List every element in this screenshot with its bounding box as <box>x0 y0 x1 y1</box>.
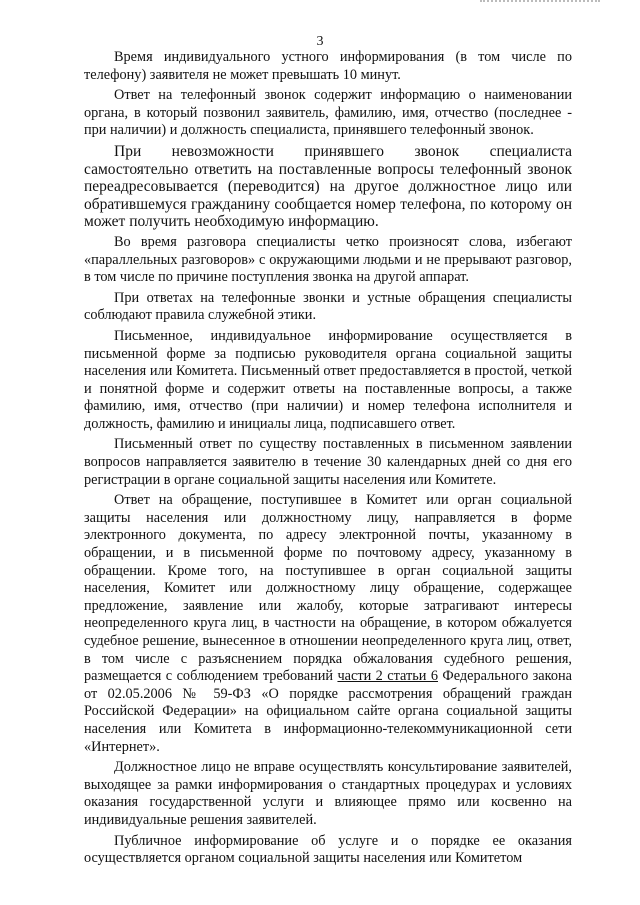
paragraph-consulting-limits: Должностное лицо не вправе осуществлять консультирование заявителей, выходящее за рамки информирования о стандартных процедурах и условиях оказания государственной услуги и влияющее прямо или косвенно на индивидуальные решения заявителей. <box>84 759 572 828</box>
paragraph-text-before-link: Ответ на обращение, поступившее в Комитет или орган социальной защиты населения или должностному лицу, направляется в форме электронного документа, по адресу электронной почты, указанному в обращении, и в письменной форме по почтовому адресу, указанному в обращении. Кроме того, на поступившее в орган социальной защиты населения, Комитет или должностному лицу обращение, содержащее предложение, заявление или жалобу, которые затрагивают интересы неопределенного круга лиц, в частности на обращение, в котором обжалуется судебное решение, вынесенное в отношении неопределенного круга лиц, ответ, в том числе с разъяснением порядка обжалования судебного решения, размещается с соблюдением требований <box>84 492 572 685</box>
paragraph-public-info: Публичное информирование об услуге и о порядке ее оказания осуществляется органом социальной защиты населения или Комитетом <box>84 832 572 867</box>
paragraph-ethics: При ответах на телефонные звонки и устные обращения специалисты соблюдают правила служебной этики. <box>84 289 572 324</box>
page-number: 3 <box>316 34 324 49</box>
paragraph-electronic-answer <box>84 492 572 756</box>
law-article-link[interactable]: части 2 статьи 6 <box>337 668 438 685</box>
paragraph-call-redirect: При невозможности принявшего звонок специалиста самостоятельно ответить на поставленные вопросы телефонный звонок переадресовывается (переводится) на другое должностное лицо или обратившемуся гражданину сообщается номер телефона, по которому он может получить необходимую информацию. <box>84 142 572 231</box>
document-body <box>84 49 572 871</box>
scan-artifact <box>480 0 600 6</box>
paragraph-text-after-link: Федерального закона от 02.05.2006 № 59-ФЗ «О порядке рассмотрения обращений граждан Российской Федерации» на официальном сайте органа социальной защиты населения или Комитета в информационно-телекоммуникационной сети «Интернет». <box>84 668 572 755</box>
paragraph-conversation-rules: Во время разговора специалисты четко произносят слова, избегают «параллельных разговоров» с окружающими людьми и не прерывают разговор, в том числе по причине поступления звонка на другой аппарат. <box>84 233 572 286</box>
paragraph-written-answer-term: Письменный ответ по существу поставленных в письменном заявлении вопросов направляется заявителю в течение 30 календарных дней со дня его регистрации в органе социальной защиты населения или Комитете. <box>84 436 572 488</box>
paragraph-call-duration: Время индивидуального устного информирования (в том числе по телефону) заявителя не может превышать 10 минут. <box>84 49 572 83</box>
paragraph-written-info: Письменное, индивидуальное информирование осуществляется в письменной форме за подписью руководителя органа социальной защиты населения или Комитета. Письменный ответ предоставляется в простой, четкой и понятной форме и содержит ответы на поставленные вопросы, а также фамилию, имя, отчество (при наличии) и номер телефона исполнителя и должность, фамилию и инициалы лица, подписавшего ответ. <box>84 327 572 432</box>
paragraph-call-answer: Ответ на телефонный звонок содержит информацию о наименовании органа, в который позвонил заявитель, фамилию, имя, отчество (последнее - при наличии) и должность специалиста, принявшего телефонный звонок. <box>84 87 572 139</box>
